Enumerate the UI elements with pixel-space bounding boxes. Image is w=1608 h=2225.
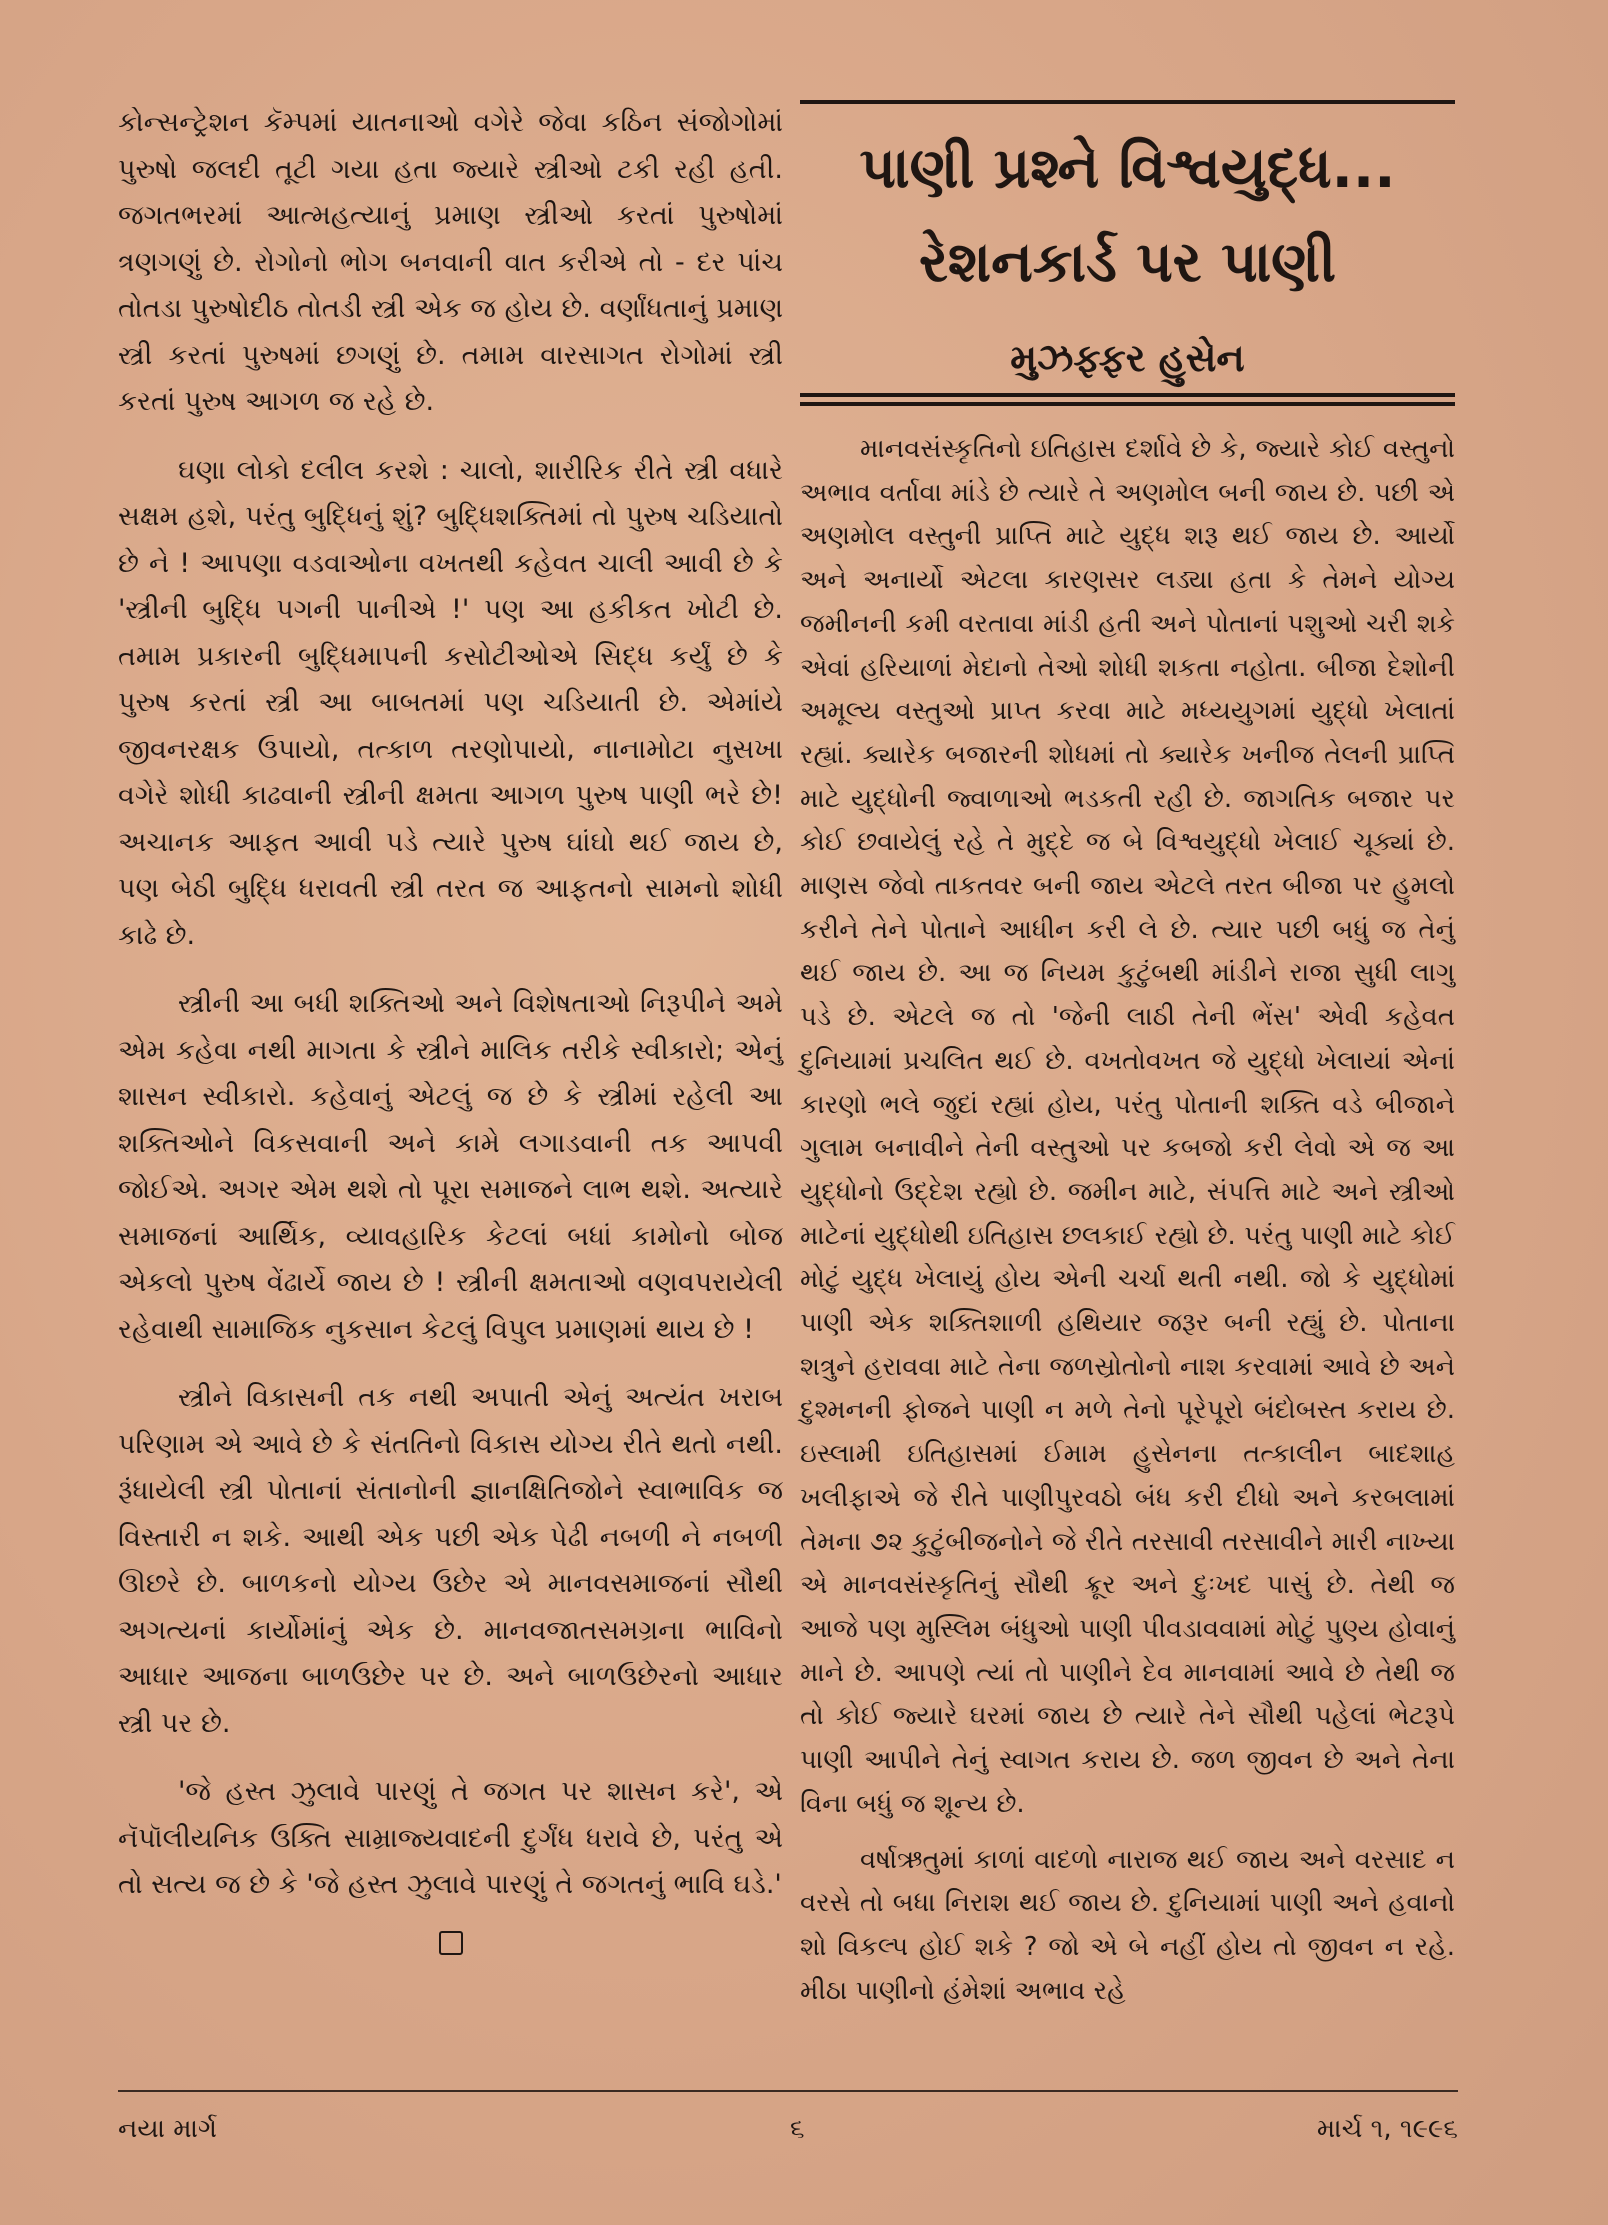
- left-paragraph-2: ઘણા લોકો દલીલ કરશે : ચાલો, શારીરિક રીતે સ્ત્રી વધારે સક્ષમ હશે, પરંતુ બુદ્ધિનું શું? બુદ્ધિશક્તિમાં તો પુરુષ ચડિયાતો છે ને ! આપણા વડવાઓના વખતથી કહેવત ચાલી આવી છે કે 'સ્ત્રીની બુદ્ધિ પગની પાનીએ !' પણ આ હકીકત ખોટી છે. તમામ પ્રકારની બુદ્ધિમાપની કસોટીઓએ સિદ્ધ કર્યું છે કે પુરુષ કરતાં સ્ત્રી આ બાબતમાં પણ ચડિયાતી છે. એમાંયે જીવનરક્ષક ઉપાયો, તત્કાળ તરણોપાયો, નાનામોટા નુસખા વગેરે શોધી કાઢવાની સ્ત્રીની ક્ષમતા આગળ પુરુષ પાણી ભરે છે! અચાનક આફત આવી પડે ત્યારે પુરુષ ઘાંઘો થઈ જાય છે, પણ બેઠી બુદ્ધિ ધરાવતી સ્ત્રી તરત જ આફતનો સામનો શોધી કાઢે છે.: [118, 454, 783, 951]
- footer-rule: [118, 2090, 1458, 2092]
- left-paragraph-3: સ્ત્રીની આ બધી શક્તિઓ અને વિશેષતાઓ નિરૂપીને અમે એમ કહેવા નથી માગતા કે સ્ત્રીને માલિક તરીકે સ્વીકારો; એનું શાસન સ્વીકારો. કહેવાનું એટલું જ છે કે સ્ત્રીમાં રહેલી આ શક્તિઓને વિકસવાની અને કામે લગાડવાની તક આપવી જોઈએ. અગર એમ થશે તો પૂરા સમાજને લાભ થશે. અત્યારે સમાજનાં આર્થિક, વ્યાવહારિક કેટલાં બધાં કામોનો બોજ એકલો પુરુષ વેંઢાર્યે જાય છે ! સ્ત્રીની ક્ષમતાઓ વણવપરાયેલી રહેવાથી સામાજિક નુકસાન કેટલું વિપુલ પ્રમાણમાં થાય છે !: [118, 988, 783, 1345]
- title-top-rule: [800, 100, 1455, 104]
- article-title: [800, 122, 1455, 310]
- article-title-line-2: રેશનકાર્ડ પર પાણી: [918, 230, 1337, 295]
- publication-name: નયા માર્ગ: [118, 2114, 218, 2144]
- article-column: [800, 100, 1455, 2025]
- page-number: ૬: [790, 2114, 805, 2144]
- article-body: [800, 428, 1455, 2013]
- page-footer: [0, 2090, 1608, 2150]
- left-paragraph-5: 'જે હસ્ત ઝુલાવે પારણું તે જગત પર શાસન કરે', એ નૅપૉલીયનિક ઉક્તિ સામ્રાજ્યવાદની દુર્ગંધ ધરાવે છે, પરંતુ એ તો સત્ય જ છે કે 'જે હસ્ત ઝુલાવે પારણું તે જગતનું ભાવિ ઘડે.': [118, 1776, 783, 1900]
- issue-date: માર્ચ ૧, ૧૯૯૬: [1316, 2114, 1458, 2144]
- left-column: [118, 100, 783, 1955]
- title-bottom-rule: [800, 393, 1455, 406]
- left-paragraph-4: સ્ત્રીને વિકાસની તક નથી અપાતી એનું અત્યંત ખરાબ પરિણામ એ આવે છે કે સંતતિનો વિકાસ યોગ્ય રીતે થતો નથી. રૂંધાયેલી સ્ત્રી પોતાનાં સંતાનોની જ્ઞાનક્ષિતિજોને સ્વાભાવિક જ વિસ્તારી ન શકે. આથી એક પછી એક પેઢી નબળી ને નબળી ઊછરે છે. બાળકનો યોગ્ય ઉછેર એ માનવસમાજનાં સૌથી અગત્યનાં કાર્યોમાંનું એક છે. માનવજાતસમગ્રના ભાવિનો આધાર આજના બાળઉછેર પર છે. અને બાળઉછેરનો આધાર સ્ત્રી પર છે.: [118, 1382, 783, 1739]
- end-of-article-mark: [439, 1931, 463, 1955]
- article-author: મુઝફ્ફર હુસેન: [1010, 336, 1245, 380]
- article-paragraph-2: વર્ષાઋતુમાં કાળાં વાદળો નારાજ થઈ જાય અને વરસાદ ન વરસે તો બધા નિરાશ થઈ જાય છે. દુનિયામાં પાણી અને હવાનો શો વિકલ્પ હોઈ શકે ? જો એ બે નહીં હોય તો જીવન ન રહે. મીઠા પાણીનો હંમેશાં અભાવ રહે: [800, 1844, 1455, 2006]
- article-title-line-1: પાણી પ્રશ્ને વિશ્વયુદ્ધ...: [859, 136, 1396, 201]
- article-paragraph-1: માનવસંસ્કૃતિનો ઇતિહાસ દર્શાવે છે કે, જ્યારે કોઈ વસ્તુનો અભાવ વર્તાવા માંડે છે ત્યારે તે અણમોલ બની જાય છે. પછી એ અણમોલ વસ્તુની પ્રાપ્તિ માટે યુદ્ધ શરૂ થઈ જાય છે. આર્યો અને અનાર્યો એટલા કારણસર લડ્યા હતા કે તેમને યોગ્ય જમીનની કમી વરતાવા માંડી હતી અને પોતાનાં પશુઓ ચરી શકે એવાં હરિયાળાં મેદાનો તેઓ શોધી શકતા નહોતા. બીજા દેશોની અમૂલ્ય વસ્તુઓ પ્રાપ્ત કરવા માટે મધ્યયુગમાં યુદ્ધો ખેલાતાં રહ્યાં. ક્યારેક બજારની શોધમાં તો ક્યારેક ખનીજ તેલની પ્રાપ્તિ માટે યુદ્ધોની જ્વાળાઓ ભડકતી રહી છે. જાગતિક બજાર પર કોઈ છવાયેલું રહે તે મુદ્દે જ બે વિશ્વયુદ્ધો ખેલાઈ ચૂક્યાં છે. માણસ જેવો તાકતવર બની જાય એટલે તરત બીજા પર હુમલો કરીને તેને પોતાને આધીન કરી લે છે. ત્યાર પછી બધું જ તેનું થઈ જાય છે. આ જ નિયમ કુટુંબથી માંડીને રાજા સુધી લાગુ પડે છે. એટલે જ તો 'જેની લાઠી તેની ભેંસ' એવી કહેવત દુનિયામાં પ્રચલિત થઈ છે. વખતોવખત જે યુદ્ધો ખેલાયાં એનાં કારણો ભલે જુદાં રહ્યાં હોય, પરંતુ પોતાની શક્તિ વડે બીજાને ગુલામ બનાવીને તેની વસ્તુઓ પર કબજો કરી લેવો એ જ આ યુદ્ધોનો ઉદ્દેશ રહ્યો છે. જમીન માટે, સંપત્તિ માટે અને સ્ત્રીઓ માટેનાં યુદ્ધોથી ઇતિહાસ છલકાઈ રહ્યો છે. પરંતુ પાણી માટે કોઈ મોટું યુદ્ધ ખેલાયું હોય એની ચર્ચા થતી નથી. જો કે યુદ્ધોમાં પાણી એક શક્તિશાળી હથિયાર જરૂર બની રહ્યું છે. પોતાના શત્રુને હરાવવા માટે તેના જળસ્રોતોનો નાશ કરવામાં આવે છે અને દુશ્મનની ફોજને પાણી ન મળે તેનો પૂરેપૂરો બંદોબસ્ત કરાય છે. ઇસ્લામી ઇતિહાસમાં ઈમામ હુસેનના તત્કાલીન બાદશાહ ખલીફાએ જે રીતે પાણીપુરવઠો બંધ કરી દીધો અને કરબલામાં તેમના ૭૨ કુટુંબીજનોને જે રીતે તરસાવી તરસાવીને મારી નાખ્યા એ માનવસંસ્કૃતિનું સૌથી ક્રૂર અને દુઃખદ પાસું છે. તેથી જ આજે પણ મુસ્લિમ બંધુઓ પાણી પીવડાવવામાં મોટું પુણ્ય હોવાનું માને છે. આપણે ત્યાં તો પાણીને દેવ માનવામાં આવે છે તેથી જ તો કોઈ જ્યારે ઘરમાં જાય છે ત્યારે તેને સૌથી પહેલાં ભેટરૂપે પાણી આપીને તેનું સ્વાગત કરાય છે. જળ જીવન છે અને તેના વિના બધું જ શૂન્ય છે.: [800, 434, 1455, 1819]
- left-paragraph-1: કોન્સન્ટ્રેશન કૅમ્પમાં યાતનાઓ વગેરે જેવા કઠિન સંજોગોમાં પુરુષો જલદી તૂટી ગયા હતા જ્યારે સ્ત્રીઓ ટકી રહી હતી. જગતભરમાં આત્મહત્યાનું પ્રમાણ સ્ત્રીઓ કરતાં પુરુષોમાં ત્રણગણું છે. રોગોનો ભોગ બનવાની વાત કરીએ તો - દર પાંચ તોતડા પુરુષોદીઠ તોતડી સ્ત્રી એક જ હોય છે. વર્ણાંધતાનું પ્રમાણ સ્ત્રી કરતાં પુરુષમાં છગણું છે. તમામ વારસાગત રોગોમાં સ્ત્રી કરતાં પુરુષ આગળ જ રહે છે.: [118, 107, 783, 417]
